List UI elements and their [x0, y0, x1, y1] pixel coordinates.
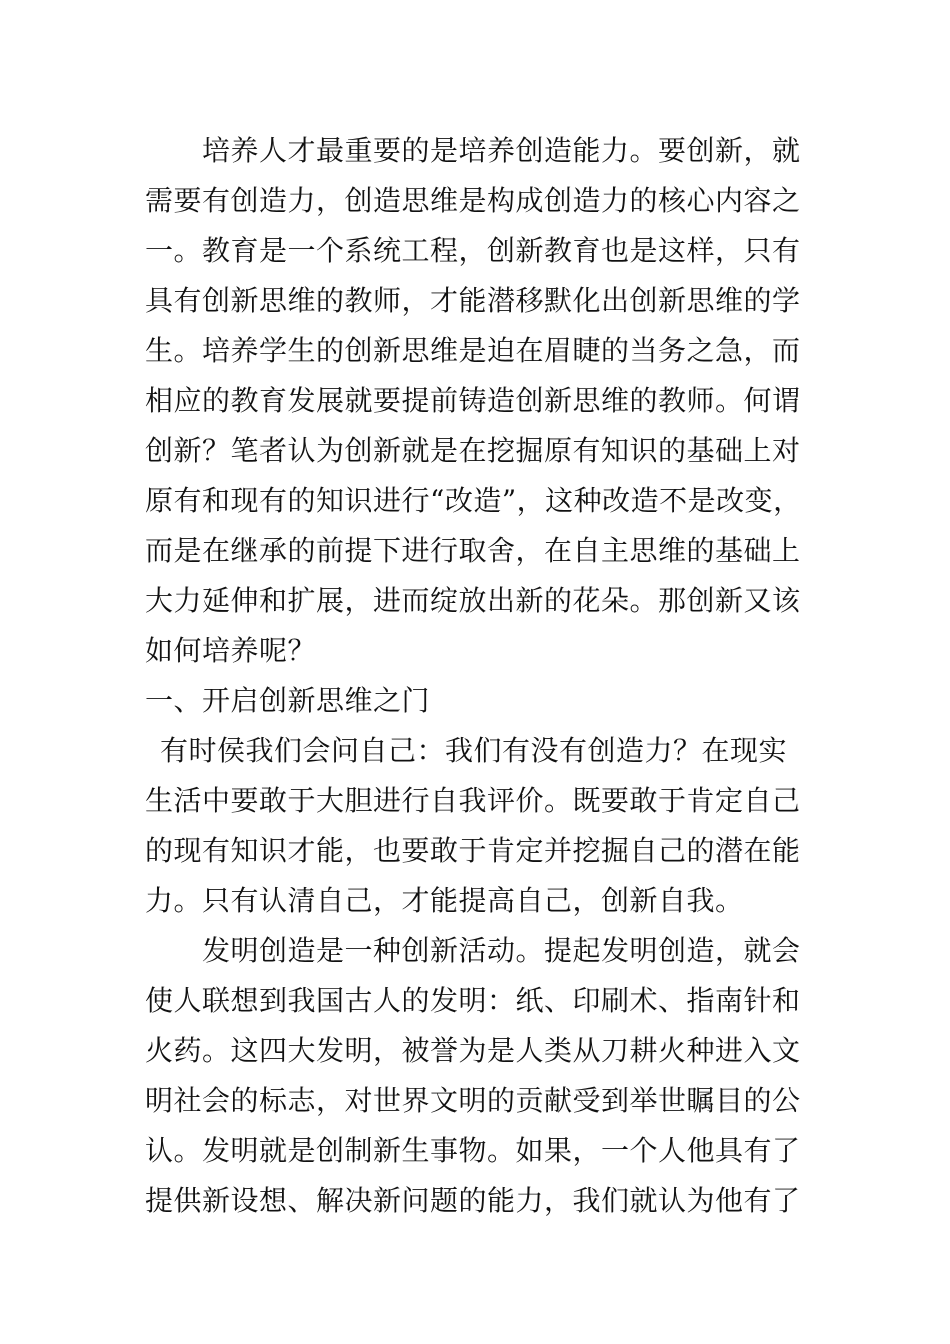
paragraph-1-line-7: 创新？笔者认为创新就是在挖掘原有知识的基础上对: [145, 434, 801, 467]
paragraph-3-line-4: 明社会的标志，对世界文明的贡献受到举世瞩目的公: [145, 1084, 801, 1117]
paragraph-1-line-1: 培养人才最重要的是培养创造能力。要创新，就: [202, 134, 801, 167]
paragraph-1-line-4: 具有创新思维的教师，才能潜移默化出创新思维的学: [145, 284, 801, 317]
paragraph-3-line-5: 认。发明就是创制新生事物。如果，一个人他具有了: [145, 1134, 801, 1167]
paragraph-1-line-3: 一。教育是一个系统工程，创新教育也是这样，只有: [145, 234, 801, 267]
paragraph-1-line-8: 原有和现有的知识进行“改造”，这种改造不是改变，: [145, 484, 802, 517]
paragraph-2-line-4: 力。只有认清自己，才能提高自己，创新自我。: [145, 884, 744, 917]
paragraph-1-line-6: 相应的教育发展就要提前铸造创新思维的教师。何谓: [145, 384, 801, 417]
paragraph-3-line-6: 提供新设想、解决新问题的能力，我们就认为他有了: [145, 1184, 801, 1217]
paragraph-2-line-1: 有时侯我们会问自己：我们有没有创造力？在现实: [160, 734, 788, 767]
section-heading-1: 一、开启创新思维之门: [145, 684, 431, 717]
paragraph-3-line-2: 使人联想到我国古人的发明：纸、印刷术、指南针和: [145, 984, 801, 1017]
paragraph-1-line-2: 需要有创造力，创造思维是构成创造力的核心内容之: [145, 184, 801, 217]
paragraph-2-line-3: 的现有知识才能，也要敢于肯定并挖掘自己的潜在能: [145, 834, 801, 867]
paragraph-2-line-2: 生活中要敢于大胆进行自我评价。既要敢于肯定自己: [145, 784, 801, 817]
paragraph-1-line-10: 大力延伸和扩展，进而绽放出新的花朵。那创新又该: [145, 584, 801, 617]
paragraph-1-line-11: 如何培养呢？: [145, 634, 317, 667]
paragraph-3-line-1: 发明创造是一种创新活动。提起发明创造，就会: [202, 934, 801, 967]
paragraph-1-line-9: 而是在继承的前提下进行取舍，在自主思维的基础上: [145, 534, 801, 567]
paragraph-3-line-3: 火药。这四大发明，被誉为是人类从刀耕火种进入文: [145, 1034, 801, 1067]
paragraph-1-line-5: 生。培养学生的创新思维是迫在眉睫的当务之急，而: [145, 334, 801, 367]
